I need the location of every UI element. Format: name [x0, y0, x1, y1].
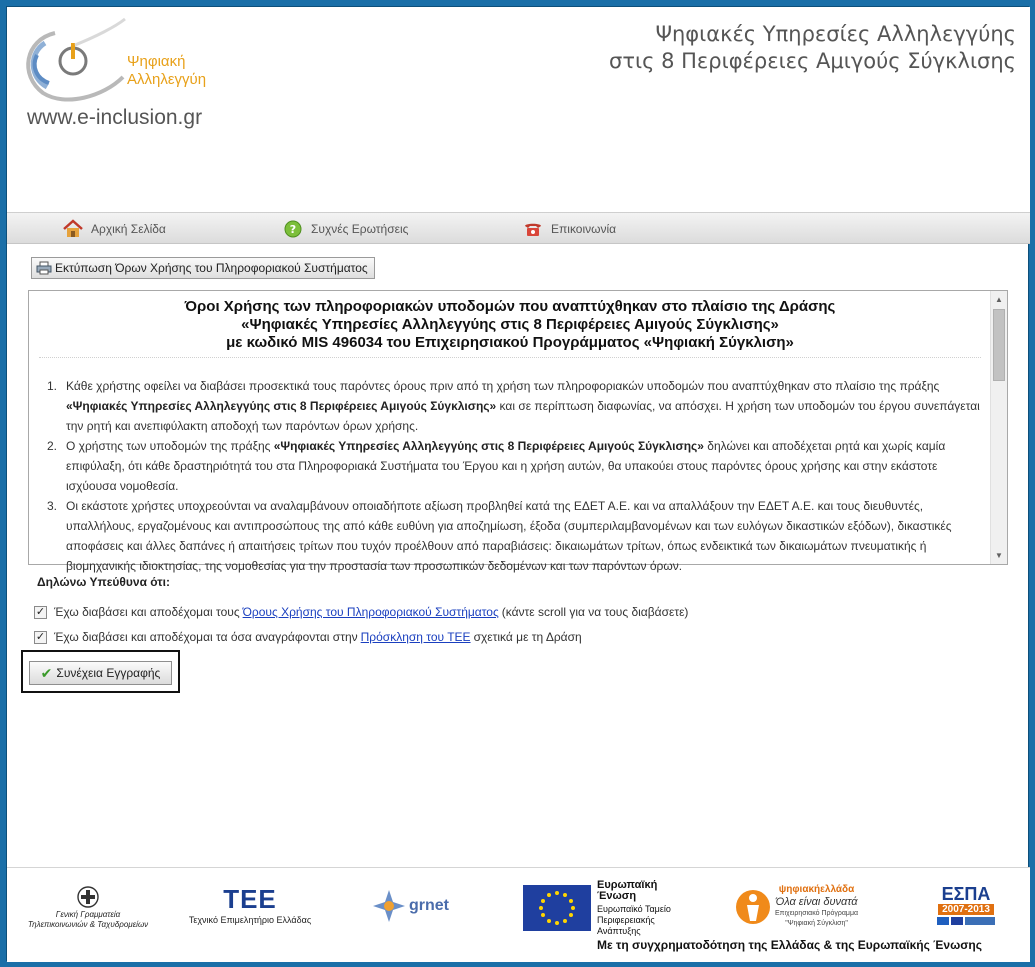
grnet-logo — [355, 884, 465, 928]
terms-title-line2: «Ψηφιακές Υπηρεσίες Αλληλεγγύης στις 8 Περιφέρειες Αμιγούς Σύγκλισης» — [241, 316, 779, 333]
accept-terms-text: Έχω διαβάσει και αποδέχομαι τους — [54, 605, 240, 619]
tee-name: Τεχνικό Επιμελητήριο Ελλάδας — [188, 914, 312, 925]
terms-item — [29, 376, 991, 436]
terms-item-text: Κάθε χρήστης οφείλει να διαβάσει προσεκτικά τους παρόντες όρους πριν από τη χρήση των πληροφοριακών υποδομών που αναπτύχθηκαν στο πλαίσιο της πράξης — [66, 379, 940, 393]
nav-label-contact: Επικοινωνία — [551, 222, 617, 236]
continue-button-highlight — [21, 650, 180, 693]
accept-invitation-suffix: σχετικά με τη Δράση — [473, 630, 582, 644]
logo-brand-text — [127, 53, 206, 89]
terms-title — [39, 291, 981, 358]
nav-item-faq[interactable] — [283, 218, 408, 240]
tee-invitation-link[interactable]: Πρόσκληση του ΤΕΕ — [360, 630, 471, 644]
terms-item-number: 3. — [47, 499, 58, 513]
site-title — [609, 21, 1016, 75]
accept-invitation-row — [34, 630, 582, 644]
terms-item-text-end: δηλώνει και αποδέχεται ρητά και χωρίς καμία επιφύλαξη, ότι κάθε δραστηριότητά του στα Πληροφοριακά Συστήματα του Έργου και η χρήση αυτών, θα υπακούει στους παρόντες όρους χρήσης και στην εκάστοτε ισχύουσα νομοθεσία. — [66, 439, 946, 493]
eu-flag-icon — [523, 885, 591, 931]
accept-terms-hint: (κάντε scroll για να τους διαβάσετε) — [501, 605, 689, 619]
logo-swirl-icon — [15, 15, 127, 110]
nav-label-faq: Συχνές Ερωτήσεις — [311, 222, 409, 236]
continue-registration-label: Συνέχεια Εγγραφής — [56, 666, 161, 680]
home-icon — [63, 219, 83, 239]
terms-item — [29, 436, 991, 496]
accept-invitation-text: Έχω διαβάσει και αποδέχομαι τα όσα αναγράφονται στην — [54, 630, 358, 644]
terms-scrollbar[interactable] — [990, 291, 1007, 564]
main-nav — [7, 212, 1030, 244]
checkmark-icon: ✔ — [40, 664, 53, 681]
terms-title-line3: με κωδικό MIS 496034 του Επιχειρησιακού Προγράμματος «Ψηφιακή Σύγκλιση» — [226, 334, 794, 351]
nav-label-home: Αρχική Σελίδα — [91, 222, 166, 236]
digital-greece-line2: "Ψηφιακή Σύγκλιση" — [785, 920, 848, 927]
logo-brand-line2: Αλληλεγγύη — [127, 71, 207, 88]
gsit-line2: Τηλεπικοινωνιών & Ταχυδρομείων — [27, 920, 149, 929]
svg-text:?: ? — [289, 223, 297, 236]
terms-item-number: 1. — [47, 379, 58, 393]
eu-line2: Περιφερειακής — [597, 914, 655, 925]
cofunding-note: Με τη συγχρηματοδότηση της Ελλάδας & της Ευρωπαϊκής Ένωσης — [596, 938, 982, 952]
site-title-line2: στις 8 Περιφέρειες Αμιγούς Σύγκλισης — [609, 49, 1016, 73]
terms-box[interactable] — [28, 290, 1008, 573]
eu-title: Ευρωπαϊκή Ένωση — [597, 878, 658, 902]
terms-list — [29, 358, 991, 576]
tee-logo — [185, 884, 315, 926]
greek-emblem-icon — [77, 886, 99, 908]
accept-terms-row — [34, 605, 688, 619]
eu-line3: Ανάπτυξης — [597, 925, 641, 936]
scroll-up-arrow-icon[interactable]: ▲ — [995, 295, 1003, 304]
terms-title-line1: Όροι Χρήσης των πληροφοριακών υποδομών που αναπτύχθηκαν στο πλαίσιο της Δράσης — [184, 298, 836, 315]
terms-item — [29, 496, 991, 576]
accept-terms-checkbox[interactable]: ✓ — [35, 605, 46, 618]
gsit-logo — [21, 882, 155, 934]
eu-line1: Ευρωπαϊκό Ταμείο — [597, 903, 671, 914]
site-logo[interactable] — [15, 15, 215, 130]
espa-years: 2007-2013 — [938, 904, 994, 915]
footer — [7, 868, 1030, 962]
nav-item-home[interactable] — [63, 218, 166, 240]
help-icon — [283, 219, 303, 239]
digital-greece-line1: Επιχειρησιακό Πρόγραμμα — [775, 910, 859, 917]
print-terms-label: Εκτύπωση Όρων Χρήσης του Πληροφοριακού Συστήματος — [55, 261, 368, 275]
grnet-text: grnet — [409, 897, 449, 914]
continue-registration-button[interactable] — [29, 661, 172, 685]
printer-icon — [36, 261, 52, 275]
page-frame — [6, 6, 1029, 961]
scroll-thumb[interactable] — [993, 309, 1005, 381]
terms-item-text: Ο χρήστης των υποδομών της πράξης — [66, 439, 274, 453]
logo-brand-line1: Ψηφιακή — [127, 53, 186, 70]
print-terms-button[interactable] — [31, 257, 375, 279]
gsit-line1: Γενική Γραμματεία — [55, 910, 121, 919]
digital-greece-slogan: Όλα είναι δυνατά — [775, 896, 858, 908]
scroll-down-arrow-icon[interactable]: ▼ — [995, 551, 1003, 560]
header — [7, 7, 1030, 213]
espa-flags — [937, 917, 995, 925]
accept-invitation-checkbox[interactable]: ✓ — [35, 630, 46, 643]
nav-item-contact[interactable] — [523, 218, 616, 240]
tee-logo-mark: ΤΕΕ — [223, 883, 277, 914]
terms-content — [29, 291, 991, 573]
espa-logo-mark: ΕΣΠΑ — [941, 884, 991, 904]
eu-erdf-logo — [523, 878, 699, 936]
terms-item-bold: «Ψηφιακές Υπηρεσίες Αλληλεγγύης στις 8 Περιφέρειες Αμιγούς Σύγκλισης» — [66, 399, 497, 413]
terms-item-bold: «Ψηφιακές Υπηρεσίες Αλληλεγγύης στις 8 Περιφέρειες Αμιγούς Σύγκλισης» — [273, 439, 704, 453]
terms-item-text-end: και σε περίπτωση διαφωνίας, να απόσχει. Η χρήση των υποδομών του έργου συνεπάγεται την ρητή και ανεπιφύλακτη αποδοχή των παρόντων όρων χρήσης. — [66, 399, 980, 433]
espa-logo — [929, 882, 1003, 928]
declaration-heading: Δηλώνω Υπεύθυνα ότι: — [37, 575, 170, 589]
terms-of-use-link[interactable]: Όρους Χρήσης του Πληροφοριακού Συστήματος — [242, 605, 499, 619]
grnet-star-icon — [371, 888, 407, 924]
site-title-line1: Ψηφιακές Υπηρεσίες Αλληλεγγύης — [655, 22, 1016, 46]
terms-item-number: 2. — [47, 439, 58, 453]
phone-icon — [523, 219, 543, 239]
terms-item-text: Οι εκάστοτε χρήστες υποχρεούνται να αναλαμβάνουν οποιαδήποτε αξίωση προβληθεί κατά της ΕΔΕΤ Α.Ε. και να απαλλάξουν την ΕΔΕΤ Α.Ε. και τους διευθυντές, υπαλλήλους, εργαζομένους και αντιπροσώπους της από κάθε ευθύνη για αποζημίωση, έξοδα (συμπεριλαμβανομένων και των ευλόγων δικαστικών εξόδων), δικαστικές αποφάσεις και άλλες δαπάνες ή απαιτήσεις τρίτων που τυχόν προέλθουν από παραβιάσεις: δικαιωμάτων τρίτων, όπως ενδεικτικά των δικαιωμάτων πνευματικής ή βιομηχανικής ιδιοκτησίας, της νομοθεσίας για την προστασία των προσωπικών δεδομένων και των παρόντων όρων. — [66, 499, 952, 573]
digital-greece-brand: ψηφιακήελλάδα — [778, 884, 855, 895]
digital-greece-figure-icon — [735, 885, 771, 929]
digital-greece-logo — [735, 882, 899, 932]
logo-url: www.e-inclusion.gr — [27, 106, 203, 129]
